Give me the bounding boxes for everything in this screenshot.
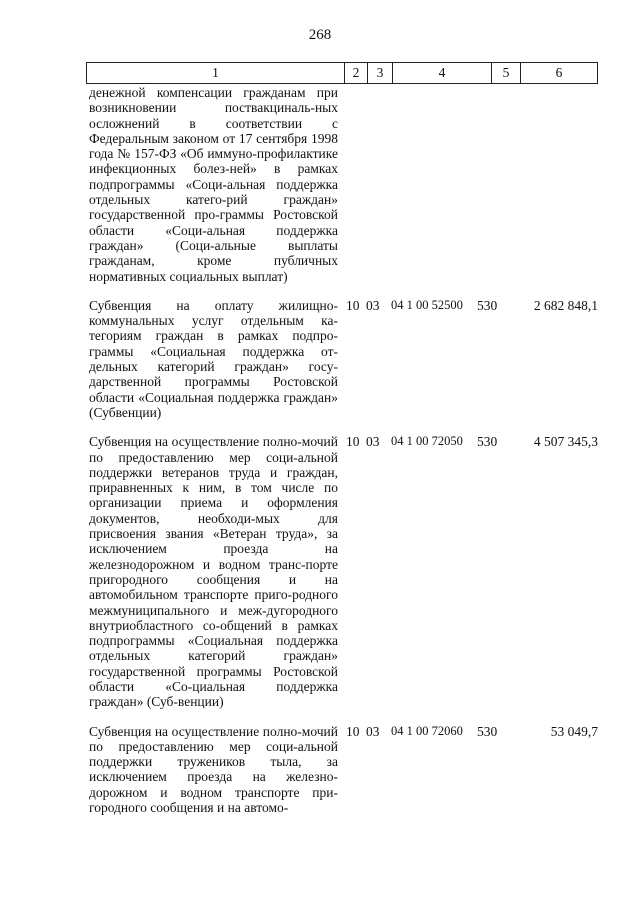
row-amount: 2 682 848,1	[533, 297, 598, 313]
row-description: денежной компенсации гражданам при возникновении поствакциналь-ных осложнений в соответствии с Федеральным законом от 17 сентября 1998 года № 157-ФЗ «Об иммуно-профилактике инфекционных болез-ней» в рамках подпрограммы «Соци-альная поддержка отдельных катего-рий граждан» государственной про-граммы Ростовской области «Соци-альная поддержка граждан» (Соци-альные выплаты гражданам, кроме публичных нормативных социальных выплат)	[89, 85, 338, 284]
row-subsection: 03	[366, 723, 380, 739]
row-expense-type: 530	[477, 297, 498, 313]
row-description: Субвенция на осуществление полно-мочий по предоставлению мер соци-альной поддержки ветеранов труда и граждан, приравненных к ним, в том числе по организации приема и оформления документов, необходи-мых для присвоения звания «Ветеран труда», за исключением проезда на железнодорожном и водном транс-порте пригородного сообщения и на автомобильном транспорте приго-родного межмуниципального и меж-дугородного внутриобластного со-общений в рамках подпрограммы «Социальная поддержка отдельных категорий граждан» государственной программы Ростовской области «Со-циальная поддержка граждан» (Суб-венции)	[89, 434, 338, 710]
table-row	[89, 434, 599, 709]
header-col-4: 4	[392, 63, 491, 83]
table-header	[86, 62, 598, 84]
row-section	[338, 85, 366, 284]
table-row	[89, 298, 599, 420]
row-amount	[519, 85, 599, 284]
row-amount: 4 507 345,3	[533, 434, 598, 450]
header-col-1: 1	[212, 65, 219, 80]
row-description: Субвенция на осуществление полно-мочий по предоставлению мер соци-альной поддержки тружеников тыла, за исключением проезда на железно-дорожном и водном транспорте при-городного сообщения и на автомо-	[89, 723, 338, 816]
row-subsection	[366, 85, 391, 284]
table-row	[89, 85, 599, 284]
row-expense-type	[477, 85, 519, 284]
row-amount: 53 049,7	[550, 723, 598, 739]
row-section: 10	[346, 434, 360, 450]
row-expense-type: 530	[477, 434, 498, 450]
row-section: 10	[346, 297, 360, 313]
table-row	[89, 724, 599, 816]
row-target-article: 04 1 00 52500	[391, 297, 463, 312]
table-body	[89, 85, 599, 829]
header-col-2: 2	[344, 63, 367, 83]
header-col-5: 5	[491, 63, 520, 83]
row-expense-type: 530	[477, 723, 498, 739]
page-number: 268	[308, 27, 332, 43]
row-section: 10	[346, 723, 360, 739]
row-target-article: 04 1 00 72050	[391, 434, 463, 449]
row-subsection: 03	[366, 434, 380, 450]
row-description: Субвенция на оплату жилищно-коммунальных услуг отдельным ка-тегориям граждан в рамках подпро-граммы «Социальная поддержка от-дельных категорий граждан» госу-дарственной программы Ростовской области «Социальная поддержка граждан» (Субвенции)	[89, 297, 338, 420]
row-subsection: 03	[366, 297, 380, 313]
header-col-6: 6	[520, 63, 597, 83]
row-target-article	[391, 85, 477, 284]
header-col-3: 3	[367, 63, 392, 83]
row-target-article: 04 1 00 72060	[391, 723, 463, 738]
